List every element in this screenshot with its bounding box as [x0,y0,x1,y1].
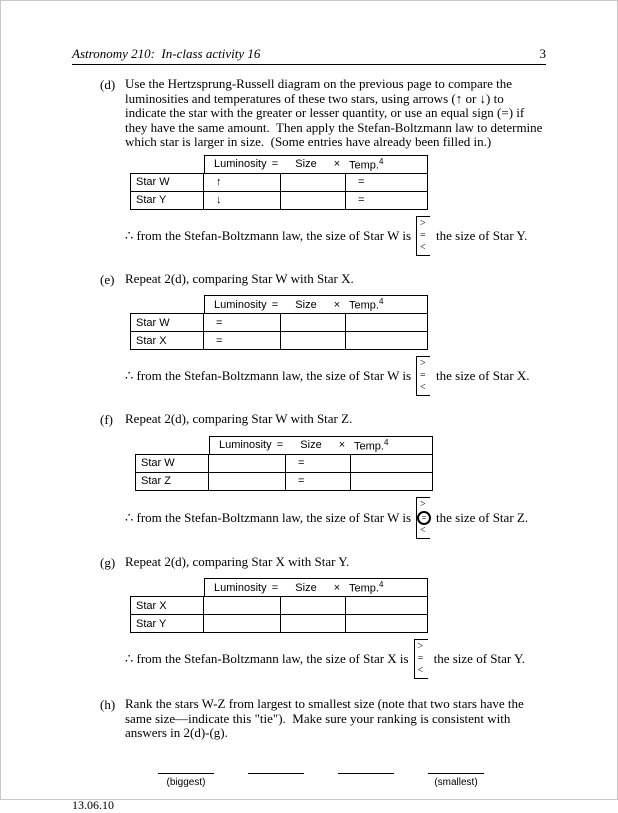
header-equals: = [271,581,279,594]
item-f-text: Repeat 2(d), comparing Star W with Star Z. [125,411,353,426]
rank-blank-3[interactable] [338,761,394,774]
cell-temp[interactable] [346,615,427,632]
choice-greater[interactable]: > [417,641,424,652]
header-size: Size [295,581,317,594]
header-size: Size [295,158,317,170]
choice-stack [416,216,430,256]
header-equals: = [271,298,279,311]
choice-equal[interactable]: = [417,653,424,664]
choice-less[interactable]: < [420,382,426,393]
row-label: Star W [131,314,204,331]
table-row [136,472,432,490]
table-head-spacer [130,578,204,596]
item-h-label: (h) [100,697,116,712]
choice-stack [416,497,430,539]
page-number: 3 [539,46,546,61]
header-luminosity: Luminosity [214,158,267,170]
item-h-text: Rank the stars W-Z from largest to smallest size (note that two stars have the same size—indicate this "tie"). Make sure your ranking is consistent with answers in 2(d)-(g). [125,696,528,740]
header-temp: Temp.$^4$ [354,437,389,453]
row-label: Star Y [131,615,204,632]
cell-temp[interactable] [346,314,427,331]
cell-temp[interactable] [346,332,427,349]
cell-temp[interactable] [351,455,432,472]
table-row [131,191,427,209]
cell-size[interactable] [281,597,346,614]
cell-temp[interactable] [351,473,432,490]
choice-less[interactable]: < [417,665,424,676]
table-row [131,174,427,191]
course-title: Astronomy 210: In-class activity 16 [72,46,261,61]
row-label: Star X [131,332,204,349]
table-row [131,597,427,614]
conclusion-post-text: the size of Star Y. [436,227,528,243]
conclusion-post-text: the size of Star Z. [436,509,529,525]
cell-luminosity[interactable] [204,597,281,614]
table-header [204,578,428,596]
choice-greater[interactable]: > [420,217,426,229]
header-times: × [333,298,341,311]
rank-label-smallest: (smallest) [434,776,478,788]
item-d-text: Use the Hertzsprung-Russell diagram on the previous page to compare the luminosities and temperatures of these two stars, using arrows (↑ or ↓) to indicate the star with the greater or lesser quantity, or use an equal sign (=) if they have the same amount. Then apply the Stefan-Boltzmann law to determine which star is larger in size. (Some entries have already been filled in.) [125,76,546,149]
item-g-text: Repeat 2(d), comparing Star X with Star Y. [125,553,350,569]
choice-stack [414,639,428,679]
cell-size[interactable] [281,174,346,191]
rank-slot-2 [248,761,304,788]
cell-size[interactable] [281,615,346,632]
conclusion-f [125,497,546,539]
table-head-spacer [135,436,209,454]
table-head-spacer [130,155,204,173]
ranking-blanks [158,761,546,788]
header-times: × [333,581,341,594]
cell-luminosity[interactable]: ↓ [204,192,281,209]
row-label: Star W [136,455,209,472]
table-row [136,455,432,472]
row-label: Star Y [131,192,204,209]
item-d [100,77,546,260]
cell-size[interactable] [281,332,346,349]
rank-blank-4[interactable] [428,761,484,774]
header-luminosity: Luminosity [214,581,267,594]
header-temp: Temp.$^4$ [349,580,384,595]
comparison-table-f [135,436,546,491]
row-label: Star X [131,597,204,614]
table-header [204,295,428,313]
item-e [100,272,546,401]
comparison-table-e [130,295,546,350]
conclusion-pre-text: ∴ from the Stefan-Boltzmann law, the size of Star X is [125,651,409,666]
choice-greater[interactable]: > [420,358,426,369]
item-e-text: Repeat 2(d), comparing Star W with Star X. [125,270,354,286]
table-row [131,614,427,632]
choice-stack [416,356,430,396]
cell-luminosity[interactable]: = [204,332,281,349]
table-header [204,155,428,173]
choice-greater[interactable]: > [420,498,426,510]
table-row [131,314,427,331]
cell-luminosity[interactable] [204,615,281,632]
header-luminosity: Luminosity [219,439,272,451]
cell-temp[interactable]: = [358,194,365,206]
table-header [209,436,433,454]
conclusion-pre-text: ∴ from the Stefan-Boltzmann law, the size of Star W is [125,368,412,383]
item-g-label: (g) [100,554,116,570]
footer-date: 13.06.10 [72,797,114,812]
header-times: × [333,158,341,170]
cell-size[interactable]: = [286,473,351,490]
page-header [72,46,546,65]
row-label: Star W [131,174,204,191]
rank-blank-1[interactable] [158,761,214,774]
cell-size[interactable] [281,192,346,209]
header-times: × [338,439,346,451]
choice-less[interactable]: < [420,241,426,253]
header-equals: = [276,439,284,451]
rank-blank-2[interactable] [248,761,304,774]
table-head-spacer [130,295,204,313]
header-temp: Temp.$^4$ [349,297,384,312]
cell-luminosity[interactable]: = [204,314,281,331]
item-d-label: (d) [100,77,116,92]
cell-luminosity[interactable] [209,455,286,472]
header-temp: Temp.$^4$ [349,156,384,172]
choice-equal[interactable]: = [420,229,426,241]
conclusion-post-text: the size of Star Y. [433,651,525,666]
header-luminosity: Luminosity [214,298,267,311]
header-size: Size [300,439,322,451]
row-label: Star Z [136,473,209,490]
comparison-table-g [130,578,546,633]
rank-slot-3 [338,761,394,788]
conclusion-g [125,639,546,679]
item-e-label: (e) [100,271,115,287]
cell-luminosity[interactable]: ↑ [204,174,281,191]
header-size: Size [295,298,317,311]
conclusion-pre-text: ∴ from the Stefan-Boltzmann law, the size of Star W is [125,509,412,525]
choice-equal-circled[interactable]: = [417,511,431,525]
item-h [100,697,546,741]
rank-label-biggest: (biggest) [166,776,206,788]
choice-less[interactable]: < [420,524,426,536]
item-f [100,412,546,543]
conclusion-d [125,216,546,256]
item-f-label: (f) [100,412,113,427]
cell-temp[interactable]: = [358,176,365,188]
cell-size[interactable]: = [286,455,351,472]
rank-slot-1 [158,761,214,788]
conclusion-e [125,356,546,396]
conclusion-pre-text: ∴ from the Stefan-Boltzmann law, the size of Star W is [125,227,412,243]
table-row [131,331,427,349]
header-equals: = [271,158,279,170]
comparison-table-d [130,155,546,210]
cell-temp[interactable] [346,597,427,614]
cell-luminosity[interactable] [209,473,286,490]
choice-equal[interactable]: = [420,370,426,381]
item-g [100,555,546,684]
cell-size[interactable] [281,314,346,331]
conclusion-post-text: the size of Star X. [436,368,530,383]
rank-slot-4 [428,761,484,788]
